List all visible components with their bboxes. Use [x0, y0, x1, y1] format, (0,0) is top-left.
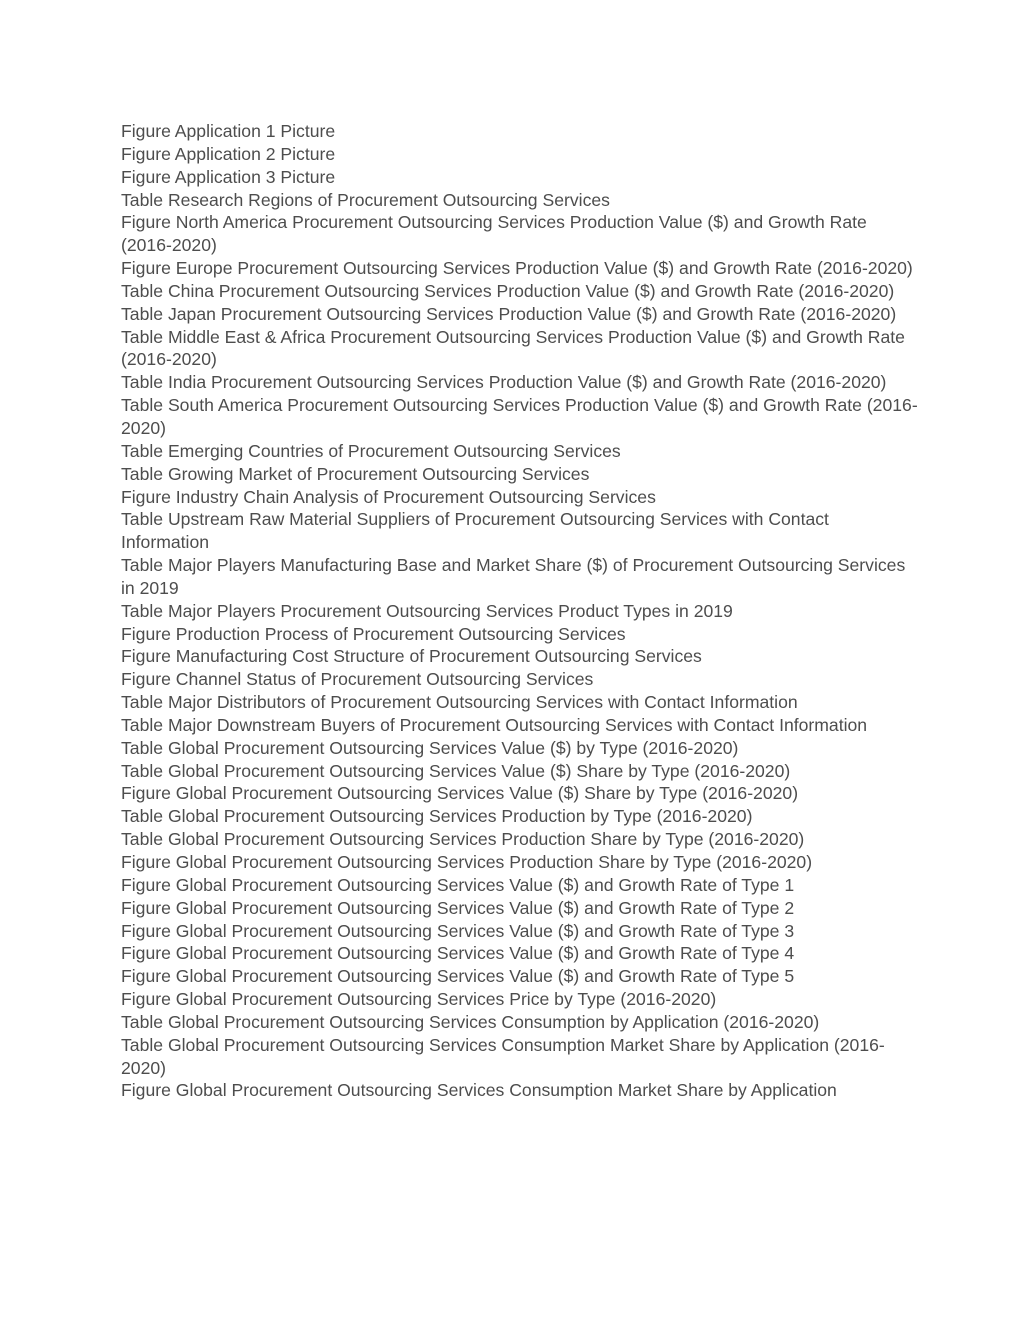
list-item: Figure Global Procurement Outsourcing Services Production Share by Type (2016-2020)	[121, 852, 813, 872]
list-item: Table Upstream Raw Material Suppliers of Procurement Outsourcing Services with Contact Information	[121, 509, 829, 553]
list-item: Figure Global Procurement Outsourcing Services Price by Type (2016-2020)	[121, 989, 717, 1010]
list-item: Figure Global Procurement Outsourcing Services Value ($) and Growth Rate of Type 4	[121, 943, 795, 964]
list-item: Table Global Procurement Outsourcing Services Consumption Market Share by Application (2016-2020)	[121, 1034, 885, 1078]
list-item: Table South America Procurement Outsourcing Services Production Value ($) and Growth Rate (2016-2020)	[121, 395, 918, 438]
list-item: Figure Industry Chain Analysis of Procurement Outsourcing Services	[121, 486, 656, 507]
list-item: Figure Application 2 Picture	[121, 143, 336, 164]
list-item: Figure Global Procurement Outsourcing Services Value ($) Share by Type (2016-2020)	[121, 783, 799, 804]
list-item: Table Middle East & Africa Procurement Outsourcing Services Production Value ($) and Growth Rate (2016-2020)	[121, 326, 905, 370]
list-item: Figure Manufacturing Cost Structure of Procurement Outsourcing Services	[121, 646, 702, 667]
list-item: Figure North America Procurement Outsourcing Services Production Value ($) and Growth Rate (2016-2020)	[121, 212, 867, 256]
list-item: Table Growing Market of Procurement Outsourcing Services	[121, 463, 590, 484]
list-item: Figure Europe Procurement Outsourcing Services Production Value ($) and Growth Rate (2016-2020)	[121, 258, 913, 279]
list-item: Figure Global Procurement Outsourcing Services Value ($) and Growth Rate of Type 5	[121, 966, 795, 987]
list-item: Table Global Procurement Outsourcing Services Production by Type (2016-2020)	[121, 806, 753, 827]
list-item: Figure Application 3 Picture	[121, 166, 336, 187]
list-item: Figure Global Procurement Outsourcing Services Value ($) and Growth Rate of Type 2	[121, 897, 795, 918]
list-item: Figure Production Process of Procurement Outsourcing Services	[121, 623, 626, 644]
list-item: Table Global Procurement Outsourcing Services Consumption by Application (2016-2020)	[121, 1011, 820, 1032]
list-item: Table Japan Procurement Outsourcing Services Production Value ($) and Growth Rate (2016-2020)	[121, 303, 897, 324]
list-item: Table Major Players Manufacturing Base and Market Share ($) of Procurement Outsourcing Services in 2019	[121, 555, 906, 598]
list-item: Figure Global Procurement Outsourcing Services Value ($) and Growth Rate of Type 1	[121, 874, 795, 895]
list-item: Table Global Procurement Outsourcing Services Production Share by Type (2016-2020)	[121, 829, 805, 850]
list-item: Table China Procurement Outsourcing Services Production Value ($) and Growth Rate (2016-2020)	[121, 280, 895, 301]
list-item: Table Major Distributors of Procurement Outsourcing Services with Contact Information	[121, 692, 798, 713]
figure-table-list	[121, 120, 921, 1102]
list-item: Figure Global Procurement Outsourcing Services Value ($) and Growth Rate of Type 3	[121, 920, 795, 941]
list-item: Table Emerging Countries of Procurement Outsourcing Services	[121, 440, 621, 461]
list-item: Figure Channel Status of Procurement Outsourcing Services	[121, 669, 594, 690]
list-item: Table India Procurement Outsourcing Services Production Value ($) and Growth Rate (2016-2020)	[121, 372, 887, 393]
list-item: Table Major Players Procurement Outsourcing Services Product Types in 2019	[121, 600, 733, 621]
list-item: Figure Application 1 Picture	[121, 121, 336, 141]
list-item: Figure Global Procurement Outsourcing Services Consumption Market Share by Application	[121, 1080, 837, 1101]
list-item: Table Global Procurement Outsourcing Services Value ($) by Type (2016-2020)	[121, 737, 739, 758]
list-item: Table Major Downstream Buyers of Procurement Outsourcing Services with Contact Information	[121, 714, 868, 735]
list-item: Table Research Regions of Procurement Outsourcing Services	[121, 189, 610, 210]
list-item: Table Global Procurement Outsourcing Services Value ($) Share by Type (2016-2020)	[121, 760, 791, 781]
